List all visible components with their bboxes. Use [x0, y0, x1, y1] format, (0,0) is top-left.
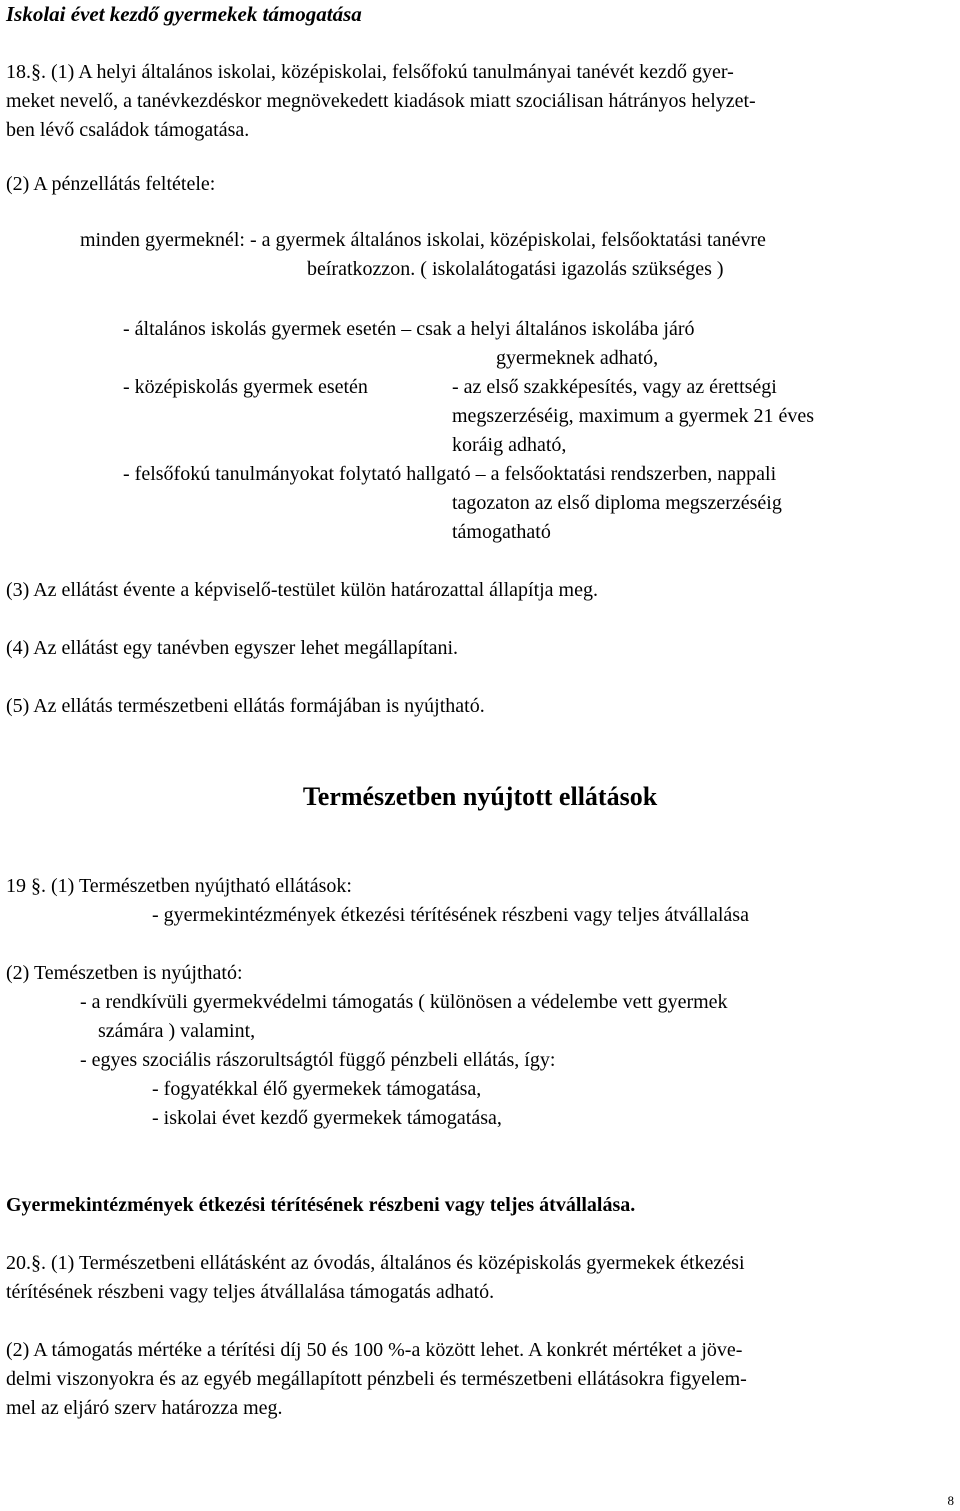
para20-line2: térítésének részbeni vagy teljes átvállalása támogatás adható. — [6, 1281, 495, 1303]
bold-heading: Gyermekintézmények étkezési térítésének részbeni vagy teljes átvállalása. — [6, 1194, 636, 1216]
bullet2-line3: koráig adható, — [452, 434, 567, 456]
para20-line1: 20.§. (1) Természetbeni ellátásként az óvodás, általános és középiskolás gyermekek étkezési — [6, 1252, 745, 1274]
para20-sub2-line2: delmi viszonyokra és az egyéb megállapított pénzbeli és természetbeni ellátásokra figyelem- — [6, 1368, 747, 1390]
bullet3-line2: tagozaton az első diploma megszerzéséig — [452, 492, 782, 514]
condition-line2: beíratkozzon. ( iskolalátogatási igazolás szükséges ) — [307, 258, 724, 280]
section-title: Iskolai évet kezdő gyermekek támogatása — [6, 2, 362, 26]
condition-line1: minden gyermeknél: - a gyermek általános iskolai, középiskolai, felsőoktatási tanévre — [80, 229, 766, 251]
para18-sub2: (2) A pénzellátás feltétele: — [6, 173, 216, 195]
para18-line3: ben lévő családok támogatása. — [6, 119, 250, 141]
page-number: 8 — [947, 1493, 954, 1508]
para20-sub2-line3: mel az eljáró szerv határozza meg. — [6, 1397, 283, 1419]
para19-item1-line2: számára ) valamint, — [98, 1020, 256, 1042]
para20-sub2-line1: (2) A támogatás mértéke a térítési díj 50 és 100 %-a között lehet. A konkrét mértéket a jöve- — [6, 1339, 743, 1361]
bullet2-line1: - az első szakképesítés, vagy az érettségi — [452, 376, 777, 398]
para18-line1: 18.§. (1) A helyi általános iskolai, középiskolai, felsőfokú tanulmányai tanévét kezdő gyer- — [6, 61, 734, 83]
bullet2-line2: megszerzéséig, maximum a gyermek 21 éves — [452, 405, 815, 427]
para19-item2: - egyes szociális rászorultságtól függő pénzbeli ellátás, így: — [80, 1049, 556, 1071]
para19-item2b: - iskolai évet kezdő gyermekek támogatása, — [152, 1107, 502, 1129]
para19-line1: 19 §. (1) Természetben nyújtható ellátások: — [6, 875, 352, 897]
para19-line2: - gyermekintézmények étkezési térítésének részbeni vagy teljes átvállalása — [152, 904, 749, 926]
para18-sub5: (5) Az ellátás természetbeni ellátás formájában is nyújtható. — [6, 695, 485, 717]
bullet1-line2: gyermeknek adható, — [496, 347, 659, 369]
para19-item2a: - fogyatékkal élő gyermekek támogatása, — [152, 1078, 482, 1100]
para18-line2: meket nevelő, a tanévkezdéskor megnövekedett kiadások miatt szociálisan hátrányos helyzet- — [6, 90, 756, 112]
para19-sub2: (2) Temészetben is nyújtható: — [6, 962, 243, 984]
para19-item1-line1: - a rendkívüli gyermekvédelmi támogatás ( különösen a védelembe vett gyermek — [80, 991, 728, 1013]
center-heading: Természetben nyújtott ellátások — [302, 782, 658, 811]
bullet3-line1: - felsőfokú tanulmányokat folytató hallgató – a felsőoktatási rendszerben, nappali — [123, 463, 777, 485]
para18-sub4: (4) Az ellátást egy tanévben egyszer lehet megállapítani. — [6, 637, 459, 659]
bullet3-line3: támogatható — [452, 521, 551, 543]
para18-sub3: (3) Az ellátást évente a képviselő-testület külön határozattal állapítja meg. — [6, 579, 598, 601]
bullet2-label: - középiskolás gyermek esetén — [123, 376, 368, 398]
bullet1-line1: - általános iskolás gyermek esetén – csak a helyi általános iskolába járó — [123, 318, 695, 340]
